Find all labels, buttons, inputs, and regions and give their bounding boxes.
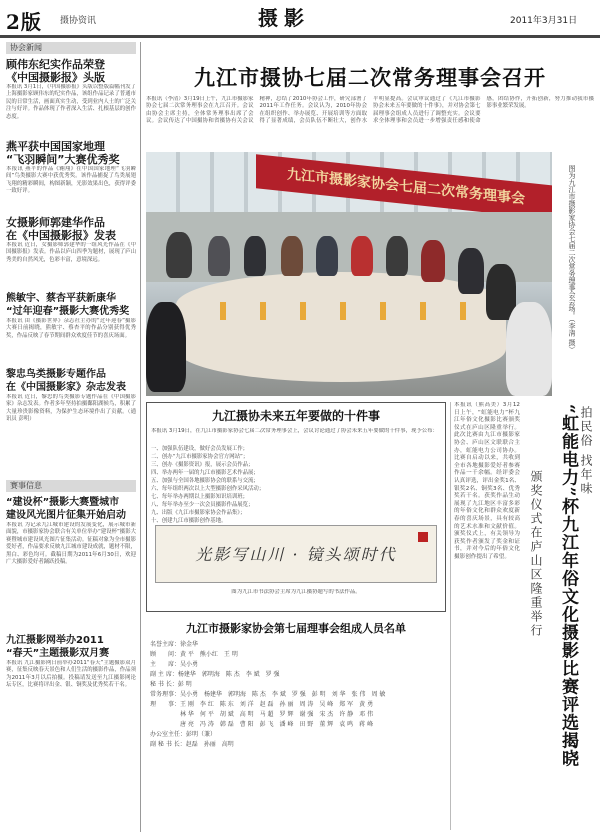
calligraphy-artwork <box>155 525 437 583</box>
feature-subtitle: 颁奖仪式在庐山区隆重举行 <box>529 470 543 638</box>
meeting-photo <box>146 152 552 396</box>
roster-list <box>150 640 446 830</box>
conference-table <box>176 272 506 382</box>
roster-row: 副 秘 书 长：赵磊 孙丽 高明 <box>150 741 234 748</box>
ten-things-item: 五、加强与全国各地摄影协会的联系与交流； <box>151 478 259 484</box>
attendee <box>281 236 303 276</box>
news-item-title: 燕平获中国国家地理 “飞羽瞬间”大赛优秀奖 <box>6 140 120 166</box>
news-item <box>6 292 136 364</box>
roster-title: 九江市摄影家协会第七届理事会组成人员名单 <box>186 622 406 635</box>
news-item-title: 顾伟东纪实作品荣登 《中国摄影报》头版 <box>6 58 105 84</box>
news-item-body: 本报讯 近日，女摄影师郭建华的一组风光作品在《中国摄影报》发表。作品以庐山四季为题材，展现了庐山秀美的自然风光，色彩丰富，意境深远。 <box>6 242 136 263</box>
news-item-body: 本报讯 3月1日，《中国摄影报》头版以整版篇幅刊发了上海摄影家顾伟东的纪实作品，该组作品记录了普通市民的日常生活，画面真实生动，受到业内人士的广泛关注与好评。作品体现了作者深入生活、扎根基层的创作态度。 <box>6 84 136 120</box>
calligraphy-text: 光影写山川 · 镜头颂时代 <box>195 545 397 564</box>
ten-things-item: 十、创建九江市摄影创作基地。 <box>151 518 227 524</box>
ten-things-box <box>146 402 446 612</box>
ten-things-title: 九江摄协未来五年要做的十件事 <box>211 409 380 423</box>
ten-things-item: 一、加强队伍建设，做好会员发展工作； <box>151 446 249 452</box>
calligraphy-seal <box>418 532 428 542</box>
table-items <box>206 302 476 320</box>
roster-row: 办公室主任：彭明（兼） <box>150 731 217 738</box>
header-rule <box>0 35 600 38</box>
roster-row: 常务理事：吴小勇 杨建华 郭明海 陈 杰 李 斌 罗 强 彭 明 刘 华 张 伟 周 敏 <box>150 691 386 698</box>
left-column <box>6 42 136 832</box>
notice-section-tab: 赛事信息 <box>6 480 136 492</box>
attendee <box>244 236 266 276</box>
news-item-title: 黎忠鸟类摄影专题作品 在《中国摄影家》杂志发表 <box>6 369 126 393</box>
attendee <box>506 302 552 396</box>
roster-row: 林 华 何 平 胡 斌 高 明 马 超 罗 辉 谢 强 宋 杰 许 静 邓 伟 <box>150 711 374 718</box>
roster-row: 理 事：王 刚 李 红 陈 东 刘 洋 赵 磊 孙 丽 周 涛 吴 峰 郑 军 黄 勇 <box>150 701 374 708</box>
attendee <box>458 248 484 294</box>
roster-row: 名誉主席：徐金华 <box>150 641 199 648</box>
photo-caption: 图为九江市摄影家协会七届二次常务理事会会场。（李清 摄） <box>568 165 576 353</box>
feature-divider <box>450 402 451 830</box>
notice-item-title: 九江摄影网举办2011 “春天”主题摄影双月赛 <box>6 635 110 659</box>
ten-things-item: 二、创办“九江市摄影家协会官方网站”； <box>151 454 249 460</box>
feature-kicker: 拍民俗 找年味 <box>579 406 593 496</box>
meeting-banner: 九江市摄影家协会七届二次常务理事会 <box>256 154 552 220</box>
roster-row: 主 席：吴小勇 <box>150 661 199 668</box>
ten-things-item: 九、出版《九江市摄影家协会作品集》； <box>151 510 246 516</box>
attendee <box>386 236 408 276</box>
news-item <box>6 58 136 136</box>
ten-things-list <box>151 445 441 525</box>
news-item <box>6 368 136 474</box>
notice-item-body: 本报讯 为记录九江城市建设的发展变化，展示城市新面貌，市摄影家协会联合有关单位举办“建设杯”摄影大赛暨城市建设风光图片征集活动。征稿对象为全市摄影爱好者，作品要求反映九江城市建设成就，题材不限，黑白、彩色均可。截稿日期为2011年6月30日，欢迎广大摄影爱好者踊跃投稿。 <box>6 522 136 566</box>
ten-things-item: 三、创办《摄影资讯》报，展示会员作品； <box>151 462 254 468</box>
news-item-body: 本报讯 近日，黎忠的鸟类摄影专题作品在《中国摄影家》杂志发表。作者多年坚持拍摄鄱阳湖候鸟，积累了大量珍贵影像资料，为保护生态环境作出了贡献。（通讯员 彭明） <box>6 394 136 423</box>
roster-row: 秘 书 长：彭 明 <box>150 681 192 688</box>
notice-item-body: 本报讯 九江摄影网日前举办2011“春天”主题摄影双月赛，征集反映春天景色和人们生活的摄影作品，作品须为2011年3月以后拍摄。投稿请发送至九江摄影网论坛专区，比赛将评出金、银、铜奖及优秀奖若干名。 <box>6 660 136 689</box>
ten-things-item: 七、每年举办两期以上摄影知识培训班； <box>151 494 249 500</box>
attendee <box>166 232 192 278</box>
roster-row: 副 主 席：杨建华 郭明海 陈 杰 李 斌 罗 强 <box>150 671 280 678</box>
page-number: 2版 <box>6 10 42 34</box>
notice-item <box>6 496 136 630</box>
issue-date: 2011年3月31日 <box>510 16 578 26</box>
news-item-body: 本报讯 燕平的作品《翱翔》在中国国家地理“飞羽瞬间”鸟类摄影大赛中获优秀奖。该作品捕捉了鸟类展翅飞翔的精彩瞬间，构图新颖，光影效果出色，获得评委一致好评。 <box>6 166 136 195</box>
feature-body: 本报讯（熊高美）3月12日上午，“虹能电力”杯九江年俗文化摄影比赛颁奖仪式在庐山区隆重举行。此次比赛由九江市摄影家协会、庐山区文联联合主办，虹能电力公司协办。比赛自启动以来，共收到全市各地摄影爱好者参赛作品一千余幅。经评委会认真评选，评出金奖1名、银奖2名、铜奖3名、优秀奖若干名。获奖作品生动展现了九江地区丰富多彩的年俗文化和群众欢度新春的喜庆场景，具有较高的艺术水准和文献价值。颁奖仪式上，有关领导为获奖作者颁发了奖金和证书，并对今后的年俗文化摄影创作提出了希望。 <box>454 402 520 560</box>
section-name: 摄协资讯 <box>60 16 97 26</box>
calligraphy-caption: 图为九江市书法协会主席为九江摄协题写的书法作品。 <box>231 589 361 595</box>
ten-things-item: 四、举办两年一届的九江市摄影艺术作品展； <box>151 470 259 476</box>
notice-item <box>6 634 136 760</box>
masthead: 摄影 <box>258 6 310 30</box>
ten-things-item: 六、每年组织两次以上大型摄影创作采风活动； <box>151 486 265 492</box>
news-item <box>6 216 136 288</box>
news-item-body: 本报讯 由《摄影世界》杂志社主办的“过年迎春”摄影大赛日前揭晓，熊敏宇、蔡杏平的作品分别获得优秀奖，作品反映了春节期间群众欢度佳节的喜庆场面。 <box>6 318 136 339</box>
news-item <box>6 140 136 212</box>
feature-headline: “虹能电力”杯九江年俗文化摄影比赛评选揭晓 <box>558 404 578 768</box>
column-divider <box>140 42 141 832</box>
attendee <box>351 236 373 276</box>
news-item-title: 熊敏宇、蔡杏平获新康华 “过年迎春”摄影大赛优秀奖 <box>6 293 130 317</box>
lead-body: 本报讯（李清）3月19日上午，九江市摄影家协会七届二次常务理事会在九江召开。会议由协会主席主持，全体常务理事出席了会议。会议传达了中国摄协和省摄协有关会议精神，总结了2010年协会工作，研究部署了2011年工作任务。会议认为，2010年协会在组织创作、举办展览、开展培训等方面取得了显著成绩，会员队伍不断壮大，创作水平明显提高。会议审议通过了《九江市摄影协会未来五年要做的十件事》，并对协会第七届理事会组成人员进行了调整充实。会议要求全体理事和会员进一步增强责任感和使命感，团结协作，开拓创新，努力推动我市摄影事业繁荣发展。 <box>146 96 594 125</box>
attendee <box>208 236 230 276</box>
roster-row: 顾 问：黄 平 熊小红 王 明 <box>150 651 238 658</box>
news-section-tab: 协会新闻 <box>6 42 136 54</box>
attendee <box>421 240 445 282</box>
roster-row: 唐 亮 冯 涛 韩 磊 曹 阳 彭 飞 潘 峰 田 野 董 辉 袁 鸣 蒋 峰 <box>150 721 374 728</box>
attendee <box>316 236 338 276</box>
news-item-title: 女摄影师郭建华作品 在《中国摄影报》发表 <box>6 216 116 242</box>
lead-headline: 九江市摄协七届二次常务理事会召开 <box>194 65 546 90</box>
attendee <box>146 302 186 392</box>
ten-things-item: 八、每年举办至少一次会员摄影作品展览； <box>151 502 254 508</box>
notice-item-title: “建设杯”摄影大赛暨城市 建设风光图片征集开始启动 <box>6 497 126 521</box>
ten-things-intro: 本报讯 3月19日，在九江市摄影家协会七届二次常务理事会上，会议讨论通过了协会未来五年要做的十件事，现予公布： <box>151 428 438 434</box>
